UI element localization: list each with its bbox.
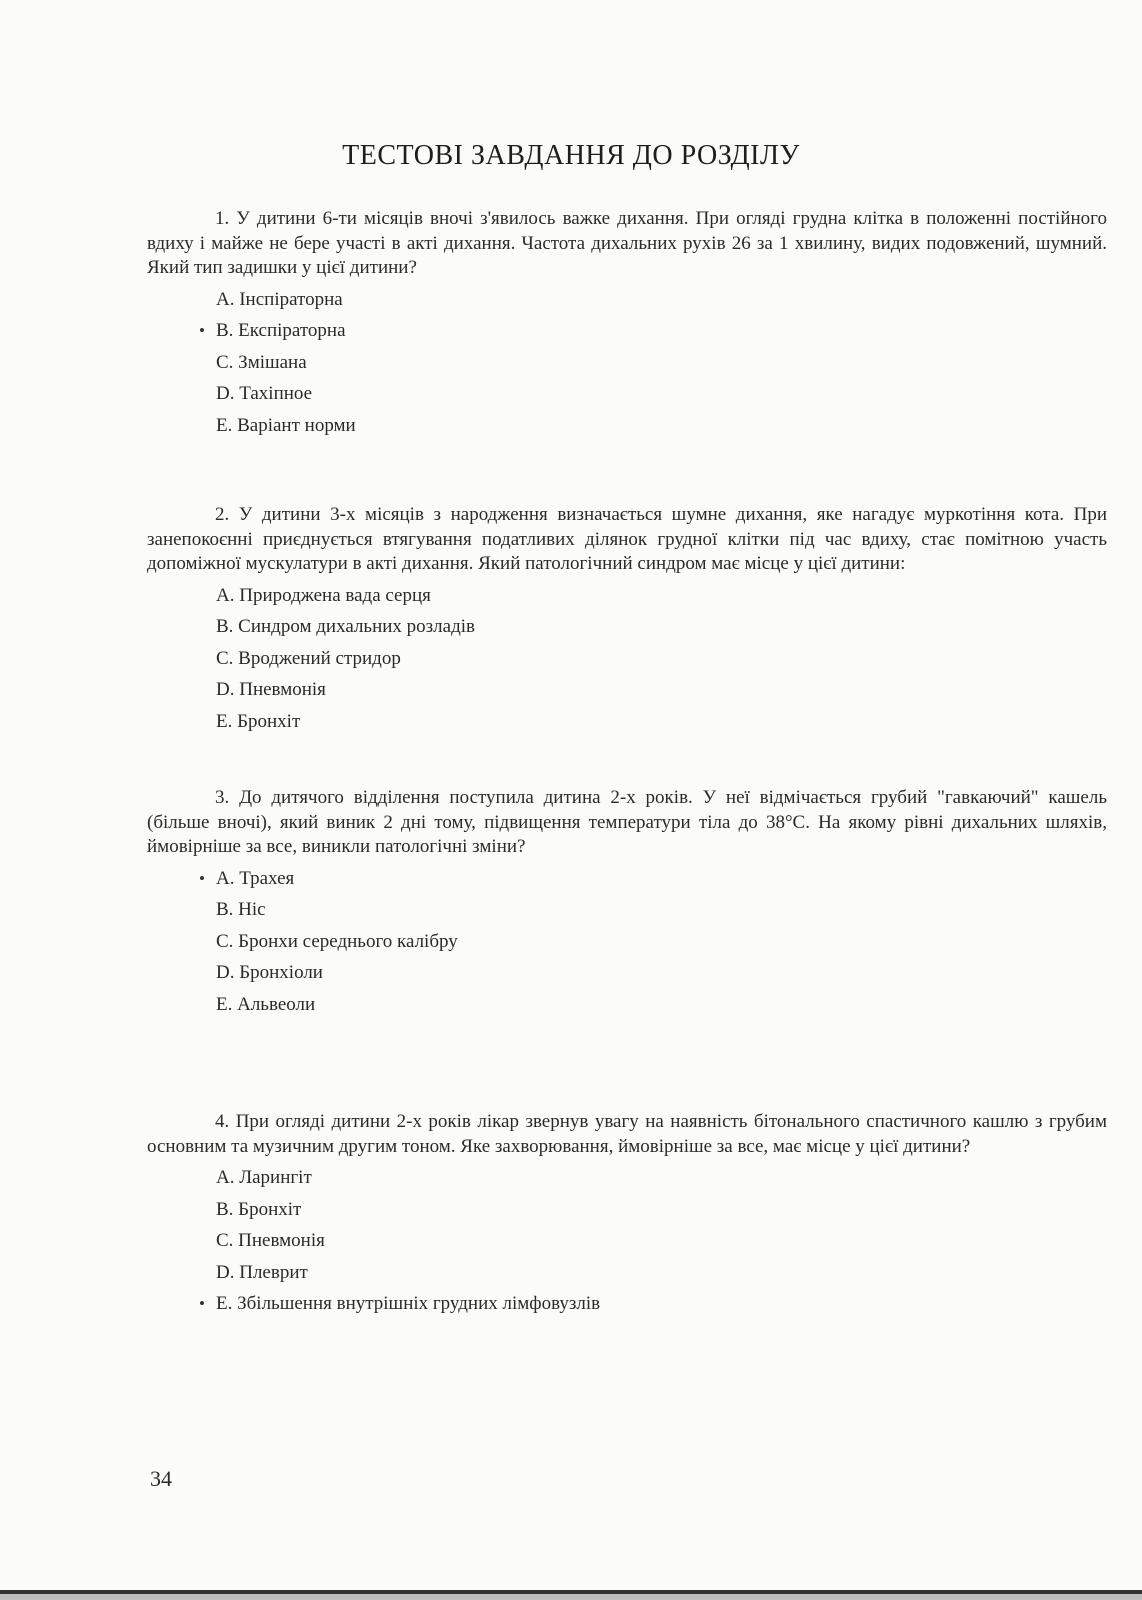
page-title: ТЕСТОВІ ЗАВДАННЯ ДО РОЗДІЛУ [342, 140, 800, 171]
answer-option: D. Пневмонія [216, 679, 326, 700]
answer-option: В. Синдром дихальних розладів [216, 616, 476, 637]
answer-option: А. Інспіраторна [216, 288, 343, 310]
answer-option: • Е. Збільшення внутрішніх грудних лімфовузлів [216, 1288, 1107, 1320]
answer-option: С. Змішана [216, 351, 307, 373]
answer-option: Е. Альвеоли [216, 993, 316, 1015]
question-stem: 4. При огляді дитини 2-х років лікар звернув увагу на наявність бітонального спастичного кашлю з грубим основним та музичним другим тоном. Яке захворювання, ймовірніше за все, має місце у цієї дитини? [147, 1111, 1107, 1157]
answer-options [147, 863, 1107, 1021]
answer-options [147, 284, 1107, 442]
answer-options [147, 580, 1107, 738]
answer-option: • А. Трахея [216, 863, 1107, 895]
answer-option: С. Вроджений стридор [216, 647, 401, 669]
answer-option: В. Бронхіт [216, 1198, 302, 1220]
question-stem: 1. У дитини 6-ти місяців вночі з'явилось важке дихання. При огляді грудна клітка в положенні постійного вдиху і майже не бере участі в акті дихання. Частота дихальних рухів 26 за 1 хвилину, видих подовжений, шумний. Який тип задишки у цієї дитини? [147, 208, 1107, 278]
scan-edge-shadow [0, 1594, 1142, 1600]
answer-options [147, 1162, 1107, 1320]
answer-option: Е. Бронхіт [216, 710, 301, 732]
question-1 [147, 207, 1107, 441]
answer-option: А. Ларингіт [216, 1167, 312, 1188]
answer-option: Е. Варіант норми [216, 414, 356, 436]
page-number: 34 [150, 1466, 172, 1491]
question-stem: 3. До дитячого відділення поступила дитина 2-х років. У неї відмічається грубий "гавкаючий" кашель (більше вночі), який виник 2 дні тому, підвищення температури тіла до 38°С. На якому рівні дихальних шляхів, ймовірніше за все, виникли патологічні зміни? [147, 787, 1107, 857]
question-4 [147, 1110, 1107, 1320]
question-stem: 2. У дитини 3-х місяців з народження визначається шумне дихання, яке нагадує муркотіння кота. При занепокоєнні приєднується втягування податливих ділянок грудної клітки під час вдиху, стає помітною участь допоміжної мускулатури в акті дихання. Який патологічний синдром має місце у цієї дитини: [147, 504, 1107, 574]
answer-option: • В. Експіраторна [216, 315, 1107, 347]
answer-option: С. Бронхи середнього калібру [216, 930, 458, 952]
question-2 [147, 503, 1107, 737]
answer-mark-icon: • [199, 1294, 205, 1313]
answer-option: D. Плеврит [216, 1261, 308, 1283]
answer-mark-icon: • [199, 321, 205, 340]
answer-option: В. Ніс [216, 899, 266, 920]
answer-option: D. Тахіпное [216, 383, 313, 404]
answer-option: D. Бронхіоли [216, 962, 323, 983]
answer-mark-icon: • [199, 868, 205, 888]
question-3 [147, 786, 1107, 1020]
answer-option: А. Природжена вада серця [216, 584, 431, 606]
answer-option: С. Пневмонія [216, 1230, 325, 1251]
